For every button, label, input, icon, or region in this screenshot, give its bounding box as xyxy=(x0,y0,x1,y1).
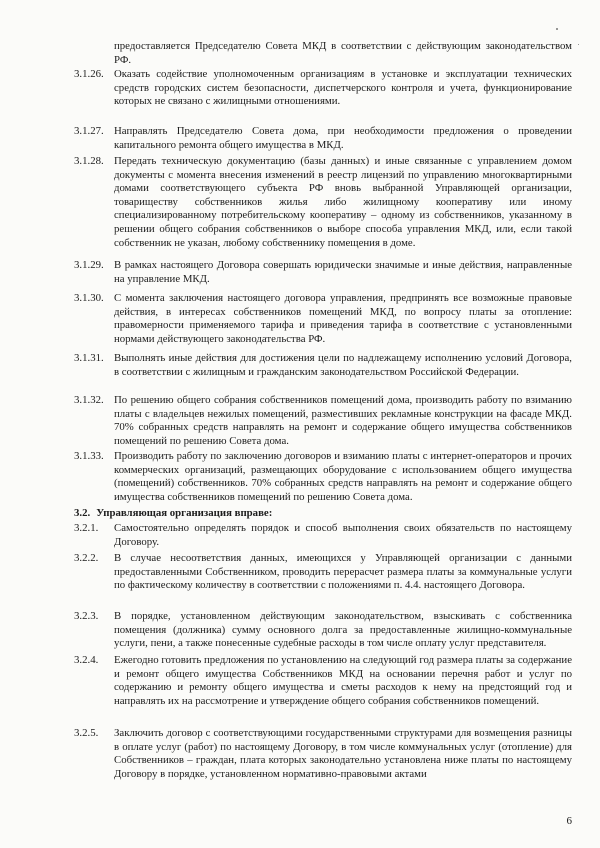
clause-number: 3.1.26. xyxy=(74,68,104,80)
clause-number: 3.2.5. xyxy=(74,727,99,739)
clause-number: 3.1.31. xyxy=(74,352,104,364)
clause-number: 3.1.30. xyxy=(74,292,104,304)
section-number: 3.2. xyxy=(74,507,91,519)
clause-text: В рамках настоящего Договора совершать юридически значимые и иные действия, направленные на управление МКД. xyxy=(114,259,572,285)
clause-text: Производить работу по заключению договоров и взиманию платы с интернет-операторов и прочих коммерческих организаций, размещающих оборудование с использованием общего имущества (помещений) собственников. 70% собранных средств направлять на ремонт и содержание общего имущества собственников помещений по решению Совета дома. xyxy=(114,450,572,503)
clause-number: 3.2.2. xyxy=(74,552,99,564)
clause-text: Ежегодно готовить предложения по установлению на следующий год размера платы за содержание и ремонт общего имущества Собственников МКД на основании перечня работ и услуг по содержанию и ремонту общего имущества и сметы расходов к нему на предстоящий год и направлять их на рассмотрение и утверждение общего собрания собственников помещений. xyxy=(114,654,572,707)
clause-number: 3.1.33. xyxy=(74,450,104,462)
scan-speck xyxy=(578,44,579,45)
scan-speck xyxy=(556,28,558,30)
clause-text: Направлять Председателю Совета дома, при необходимости предложения о проведении капитального ремонта общего имущества в МКД. xyxy=(114,125,572,151)
section-title: Управляющая организация вправе: xyxy=(96,507,273,519)
clause-text: В случае несоответствия данных, имеющихся у Управляющей организации с данными предоставленными Собственником, проводить перерасчет размера платы за коммунальные услуги по фактическому количеству в соответствии с положениями п. 4.4. настоящего Договора. xyxy=(114,552,572,592)
clause-number: 3.2.4. xyxy=(74,654,99,666)
clause-number: 3.2.3. xyxy=(74,610,99,622)
clause-number: 3.1.32. xyxy=(74,394,104,406)
clause-number: 3.2.1. xyxy=(74,522,99,534)
clause-number: 3.1.28. xyxy=(74,155,104,167)
clause-text: Передать техническую документацию (базы данных) и иные связанные с управлением домом документы с момента внесения изменений в реестр лицензий по управлению многоквартирными домами соответствующего субъекта РФ вновь выбранной Управляющей организации, товариществу собственников жилья либо жилищному кооперативу или иному специализированному потребительскому кооперативу – одному из собственников, указанному в решении общего собрания собственников о выборе способа управления МКД, или, если такой собственник не указан, любому собственнику помещения в доме. xyxy=(114,155,572,249)
clause-text: Выполнять иные действия для достижения цели по надлежащему исполнению условий Договора, в соответствии с жилищным и гражданским законодательством Российской Федерации. xyxy=(114,352,572,378)
clause-text: Самостоятельно определять порядок и способ выполнения своих обязательств по настоящему Договору. xyxy=(114,522,572,548)
page-number: 6 xyxy=(566,815,572,827)
clause-number: 3.1.27. xyxy=(74,125,104,137)
lead-paragraph: предоставляется Председателю Совета МКД в соответствии с действующим законодательством РФ. xyxy=(114,40,572,66)
clause-text: Оказать содействие уполномоченным организациям в установке и эксплуатации технических средств городских систем безопасности, диспетчерского контроля и учета, функционирование которых не связано с жилищными отношениями. xyxy=(114,68,572,108)
clause-text: По решению общего собрания собственников помещений дома, производить работу по взиманию платы с владельцев нежилых помещений, разместивших рекламные конструкции на фасаде МКД. 70% собранных средств направлять на ремонт и содержание общего имущества собственников помещений по решению Совета дома. xyxy=(114,394,572,447)
clause-number: 3.1.29. xyxy=(74,259,104,271)
section-heading xyxy=(74,507,278,519)
clause-text: С момента заключения настоящего договора управления, предпринять все возможные правовые действия, в интересах собственников помещений МКД, по вопросу платы за отопление: правомерности применяемого тарифа и приведения тарифа в соответствие с установленными нормами действующего законодательства РФ. xyxy=(114,292,572,345)
clause-text: Заключить договор с соответствующими государственными структурами для возмещения разницы в оплате услуг (работ) по настоящему Договору, в том числе коммунальных услуг (отопление) для Собственников – граждан, плата которых законодательно установлена ниже платы по настоящему Договору в порядке, установленном нормативно-правовыми актами xyxy=(114,727,572,780)
clause-text: В порядке, установленном действующим законодательством, взыскивать с собственника помещения (должника) сумму основного долга за предоставленные жилищно-коммунальные услуги, пени, а также понесенные судебные расходы в том числе оплату услуг представителя. xyxy=(114,610,572,650)
